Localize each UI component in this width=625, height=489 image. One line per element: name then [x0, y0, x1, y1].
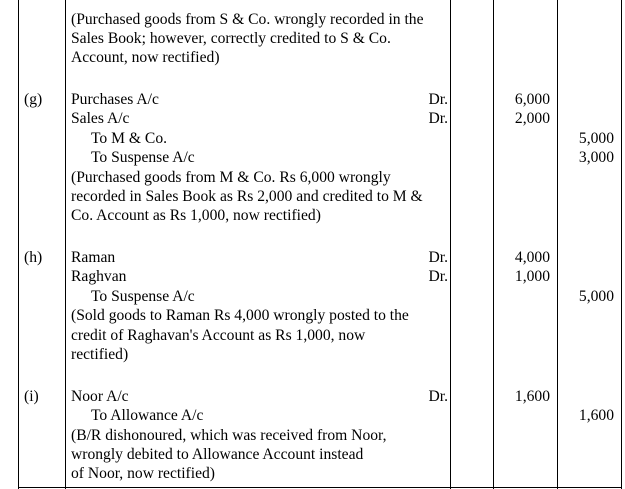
debit-account: Noor A/c — [71, 388, 129, 405]
narration-line: (B/R dishonoured, which was received from Noor, — [71, 427, 387, 444]
date-column-rule — [65, 0, 66, 489]
table-left-border — [18, 0, 19, 489]
dr-marker: Dr. — [428, 249, 448, 266]
debit-amount: 1,600 — [514, 388, 550, 405]
credit-amount: 3,000 — [578, 149, 614, 166]
debit-amount: 6,000 — [514, 91, 550, 108]
carry-note-line: Sales Book; however, correctly credited to S & Co. — [71, 30, 391, 47]
particulars-column-rule — [450, 0, 451, 489]
lf-column-rule — [493, 0, 494, 489]
narration-line: credit of Raghavan's Account as Rs 1,000, now — [71, 327, 366, 344]
narration-line: (Sold goods to Raman Rs 4,000 wrongly posted to the — [71, 307, 409, 324]
narration-line: of Noor, now rectified) — [71, 465, 215, 482]
credit-account: To Suspense A/c — [91, 288, 195, 305]
debit-account: Sales A/c — [71, 110, 130, 127]
credit-amount: 5,000 — [578, 288, 614, 305]
dr-marker: Dr. — [428, 91, 448, 108]
narration-line: (Purchased goods from M & Co. Rs 6,000 wrongly — [71, 169, 391, 186]
debit-account: Raman — [71, 249, 116, 266]
table-bottom-border — [18, 487, 621, 488]
entry-ref: (g) — [24, 91, 43, 108]
credit-account: To Suspense A/c — [91, 149, 195, 166]
credit-account: To Allowance A/c — [91, 407, 204, 424]
debit-account: Purchases A/c — [71, 91, 159, 108]
narration-line: recorded in Sales Book as Rs 2,000 and credited to M & — [71, 188, 423, 205]
carry-note-line: Account, now rectified) — [71, 49, 220, 66]
carry-note-line: (Purchased goods from S & Co. wrongly recorded in the — [71, 11, 424, 28]
credit-amount: 1,600 — [578, 407, 614, 424]
debit-amount: 4,000 — [514, 249, 550, 266]
dr-marker: Dr. — [428, 268, 448, 285]
entry-ref: (i) — [24, 388, 39, 405]
dr-marker: Dr. — [428, 110, 448, 127]
debit-amount: 2,000 — [514, 110, 550, 127]
table-right-border — [621, 0, 622, 489]
debit-account: Raghvan — [71, 268, 127, 285]
debit-amount: 1,000 — [514, 268, 550, 285]
dr-marker: Dr. — [428, 388, 448, 405]
debit-column-rule — [557, 0, 558, 489]
credit-amount: 5,000 — [578, 130, 614, 147]
narration-line: rectified) — [71, 346, 129, 363]
narration-line: Co. Account as Rs 1,000, now rectified) — [71, 207, 321, 224]
credit-account: To M & Co. — [91, 130, 168, 147]
narration-line: wrongly debited to Allowance Account instead — [71, 446, 364, 463]
entry-ref: (h) — [24, 249, 43, 266]
